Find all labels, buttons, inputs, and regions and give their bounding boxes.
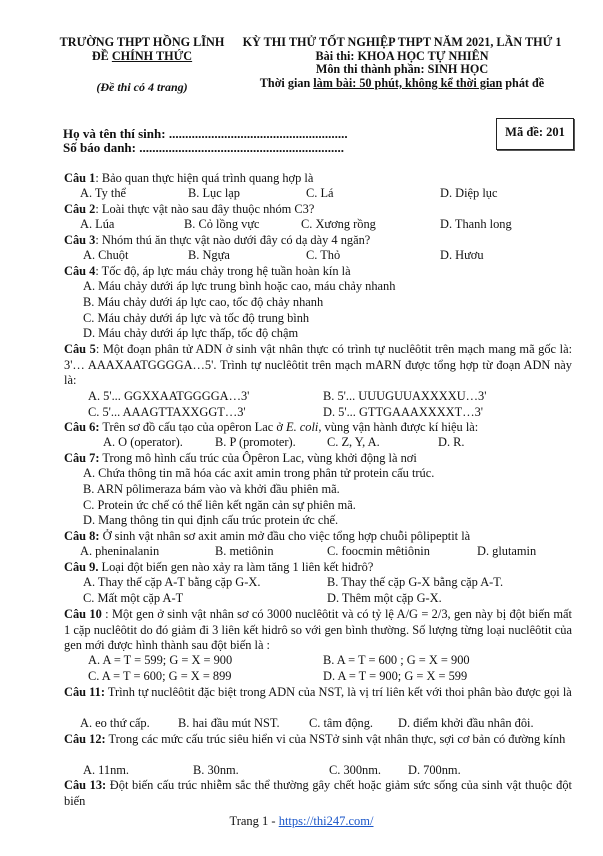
exam-header — [232, 36, 572, 90]
q4-option-c: C. Máu chảy dưới áp lực và tốc độ trung bình — [83, 311, 310, 325]
question-2: Câu 2: Loài thực vật nào sau đây thuộc nhóm C3? — [64, 202, 315, 216]
school-name: TRƯỜNG THPT HỒNG LĨNH — [59, 35, 225, 49]
q6-option-c: C. Z, Y, A. — [327, 435, 380, 449]
question-3: Câu 3: Nhóm thú ăn thực vật nào dưới đây có dạ dày 4 ngăn? — [64, 233, 371, 247]
pages-note: (Đề thi có 4 trang) — [96, 80, 188, 94]
exam-component: Môn thi thành phần: SINH HỌC — [315, 62, 489, 76]
q1-option-b: B. Lục lạp — [188, 186, 240, 200]
q9-option-b: B. Thay thế cặp G-X bằng cặp A-T. — [327, 575, 504, 589]
exam-title: KỲ THI THỬ TỐT NGHIỆP THPT NĂM 2021, LẦN THỨ 1 — [242, 35, 562, 49]
q9-option-a: A. Thay thế cặp A-T bằng cặp G-X. — [83, 575, 261, 589]
q7-option-b: B. ARN pôlimeraza bám vào và khởi đầu phiên mã. — [83, 482, 340, 496]
q5-option-d: D. 5'... GTTGAAAXXXXT…3' — [323, 405, 484, 419]
q11-option-b: B. hai đầu mút NST. — [178, 716, 280, 730]
q7-option-c: C. Protein ức chế có thể liên kết ngăn cản sự phiên mã. — [83, 498, 356, 512]
exam-subject-group: Bài thi: KHOA HỌC TỰ NHIÊN — [315, 48, 489, 63]
q2-option-c: C. Xương rồng — [301, 217, 376, 231]
q2-option-b: B. Cỏ lồng vực — [184, 217, 260, 231]
candidate-id-field: Số báo danh: ............................................................... — [63, 140, 344, 155]
page-number: Trang 1 - — [229, 814, 279, 828]
candidate-name-field: Họ và tên thí sinh: ....................................................... — [63, 126, 348, 141]
q6-option-d: D. R. — [438, 435, 465, 449]
q3-option-b: B. Ngựa — [188, 248, 230, 262]
q10-option-c: C. A = T = 600; G = X = 899 — [88, 669, 232, 683]
q2-option-d: D. Thanh long — [440, 217, 512, 231]
q5-option-b: B. 5'... UUUGUUAXXXXU…3' — [323, 389, 487, 403]
question-1: Câu 1: Bảo quan thực hiện quá trình quang hợp là — [64, 171, 314, 185]
question-8: Câu 8: Ở sinh vật nhân sơ axit amin mở đầu cho việc tổng hợp chuỗi pôlipeptit là — [64, 529, 471, 543]
q8-option-a: A. pheninalanin — [80, 544, 160, 558]
source-link[interactable]: https://thi247.com/ — [278, 814, 374, 828]
q9-option-c: C. Mất một cặp A-T — [83, 591, 184, 605]
q8-option-b: B. metiônin — [215, 544, 274, 558]
q10-option-d: D. A = T = 900; G = X = 599 — [323, 669, 468, 683]
q1-option-c: C. Lá — [306, 186, 334, 200]
q1-option-d: D. Diệp lục — [440, 186, 498, 200]
q11-option-d: D. điểm khởi đầu nhân đôi. — [398, 716, 534, 730]
q4-option-a: A. Máu chảy dưới áp lực trung bình hoặc cao, máu chảy nhanh — [83, 279, 396, 293]
exam-code-box: Mã đề: 201 — [496, 118, 574, 150]
q12-option-b: B. 30nm. — [193, 763, 239, 777]
q8-option-d: D. glutamin — [477, 544, 537, 558]
question-6: Câu 6: Trên sơ đồ cấu tạo của opêron Lac ở E. coli, vùng vận hành được kí hiệu là: — [64, 420, 479, 434]
q10-option-a: A. A = T = 599; G = X = 900 — [88, 653, 233, 667]
q4-option-b: B. Máu chảy dưới áp lực cao, tốc độ chảy nhanh — [83, 295, 324, 309]
q12-option-a: A. 11nm. — [83, 763, 130, 777]
question-9: Câu 9. Loại đột biến gen nào xảy ra làm tăng 1 liên kết hiđrô? — [64, 560, 374, 574]
q4-option-d: D. Máu chảy dưới áp lực thấp, tốc độ chậm — [83, 326, 299, 340]
question-12: Câu 12: Trong các mức cấu trúc siêu hiển vi của NSTở sinh vật nhân thực, sợi cơ bản có đường kính — [64, 732, 566, 746]
q8-option-c: C. foocmin mêtiônin — [327, 544, 430, 558]
q3-option-d: D. Hươu — [440, 248, 484, 262]
q1-option-a: A. Ty thể — [80, 186, 127, 200]
question-10: Câu 10 : Một gen ở sinh vật nhân sơ có 3000 nuclêôtit và có tỷ lệ A/G = 2/3, gen này bị đột biến mất 1 cặp nuclêôtit do đó giảm đi 3 liên kết hidrô so với gen bình thường. Số lượng từng loại nuclêôtit của gen mới được hình thành sau đột biến là : — [64, 607, 572, 652]
question-13: Câu 13: Đột biến cấu trúc nhiễm sắc thể thường gây chết hoặc giảm sức sống của sinh vật thuộc đột biến — [64, 778, 572, 808]
q10-option-b: B. A = T = 600 ; G = X = 900 — [323, 653, 470, 667]
q2-option-a: A. Lúa — [80, 217, 115, 231]
q12-option-c: C. 300nm. — [329, 763, 381, 777]
question-11: Câu 11: Trình tự nuclêôtit đặc biệt trong ADN của NST, là vị trí liên kết với thoi phân bào được gọi là — [64, 685, 572, 699]
q12-option-d: D. 700nm. — [408, 763, 461, 777]
exam-time: Thời gian làm bài: 50 phút, không kể thời gian phát đề — [259, 75, 545, 90]
question-7: Câu 7: Trong mô hình cấu trúc của Ôpêron Lac, vùng khởi động là nơi — [64, 451, 417, 465]
official-label: ĐỀ CHÍNH THỨC — [91, 48, 193, 63]
q3-option-a: A. Chuột — [83, 248, 129, 262]
school-header — [52, 36, 232, 63]
q9-option-d: D. Thêm một cặp G-X. — [327, 591, 442, 605]
q11-option-c: C. tâm động. — [309, 716, 374, 730]
question-4: Câu 4: Tốc độ, áp lực máu chảy trong hệ tuần hoàn kín là — [64, 264, 351, 278]
q6-option-a: A. O (operator). — [103, 435, 183, 449]
q6-option-b: B. P (promoter). — [215, 435, 296, 449]
q7-option-d: D. Mang thông tin qui định cấu trúc protein ức chế. — [83, 513, 339, 527]
q5-option-c: C. 5'... AAAGTTAXXGGT…3' — [88, 405, 246, 419]
q3-option-c: C. Thỏ — [306, 248, 341, 262]
q7-option-a: A. Chứa thông tin mã hóa các axit amin trong phân tử protein cấu trúc. — [83, 466, 435, 480]
page-footer — [0, 814, 603, 830]
q11-option-a: A. eo thứ cấp. — [80, 716, 150, 730]
q5-option-a: A. 5'... GGXXAATGGGGA…3' — [88, 389, 250, 403]
question-5: Câu 5: Một đoạn phân tử ADN ở sinh vật nhân thực có trình tự nuclêôtit trên mạch mang mã gốc là: 3'… AAAXAATGGGGA…5'. Trình tự nuclêôtit trên mạch mARN được tổng hợp từ đoạn ADN này là: — [64, 342, 573, 387]
